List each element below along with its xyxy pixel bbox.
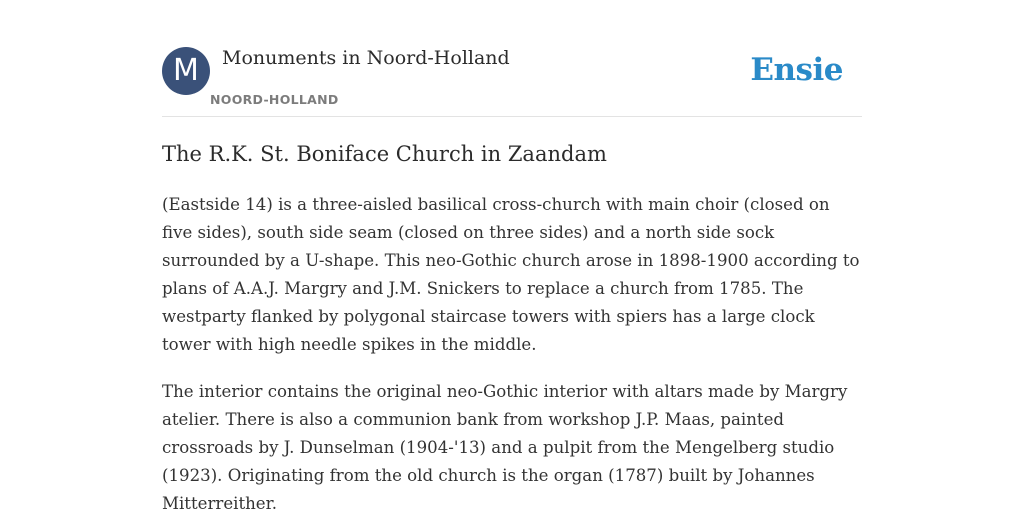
avatar[interactable]: M: [162, 47, 210, 95]
ensie-logo[interactable]: Ensie: [750, 52, 843, 88]
article-paragraph: The interior contains the original neo-Gothic interior with altars made by Margry atelier. There is also a communion bank from workshop J.P. Maas, painted crossroads by J. Dunselman (1904-'13) and a pulpit from the Mengelberg studio (1923). Originating from the old church is the organ (1787) built by Johannes Mitterreither.: [162, 382, 848, 512]
article-title: The R.K. St. Boniface Church in Zaandam: [162, 142, 607, 166]
article-paragraph: (Eastside 14) is a three-aisled basilical cross-church with main choir (closed on five sides), south side seam (closed on three sides) and a north side sock surrounded by a U-shape. This neo-Gothic church arose in 1898-1900 according to plans of A.A.J. Margry and J.M. Snickers to replace a church from 1785. The westparty flanked by polygonal staircase towers with spiers has a large clock tower with high needle spikes in the middle.: [162, 195, 860, 354]
header: [162, 46, 862, 117]
article: [162, 139, 862, 512]
category-link[interactable]: NOORD-HOLLAND: [210, 92, 339, 107]
site-title-link[interactable]: Monuments in Noord-Holland: [222, 47, 510, 69]
